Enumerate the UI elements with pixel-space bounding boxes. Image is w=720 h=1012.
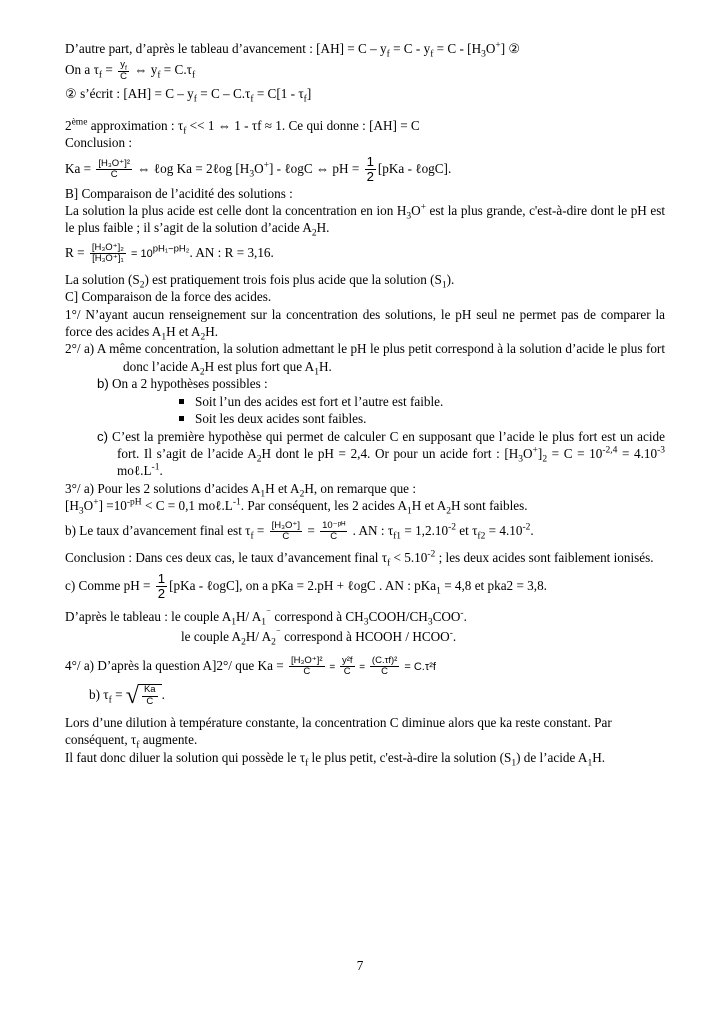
- square-root-ka-over-c: √ $\frac{Ka}{C}$: [126, 684, 162, 708]
- text: Il faut donc diluer la solution qui possède le τ: [65, 749, 306, 765]
- paragraph-2a: [65, 340, 665, 378]
- sub: f: [250, 94, 254, 105]
- text: y²f: [341, 654, 353, 666]
- sub: 2: [271, 638, 276, 649]
- list-item: Soit l’un des acides est fort et l’autre est faible.: [195, 393, 665, 410]
- text: .: [530, 522, 534, 538]
- text: H, on remarque que :: [304, 480, 417, 496]
- sub: f: [250, 531, 254, 542]
- text: =: [102, 62, 117, 78]
- line-conclusion: Conclusion :: [65, 135, 133, 151]
- text: H.: [592, 749, 606, 765]
- sub: f1: [393, 531, 402, 542]
- sub: 2: [299, 489, 305, 500]
- sup: -1: [232, 497, 241, 508]
- text: C: [110, 169, 118, 181]
- sub: f: [387, 558, 391, 569]
- sub: 3: [406, 211, 412, 222]
- text: 1: [366, 153, 374, 169]
- sup: -1: [151, 462, 160, 473]
- line-s2-plus-acide: [65, 271, 665, 291]
- line-approximation: [65, 117, 665, 137]
- sub: 2: [200, 332, 206, 343]
- line-ratio-r: [65, 243, 665, 265]
- text: approximation : τ: [87, 117, 184, 133]
- text: c): [97, 428, 108, 444]
- text: = C – C.τ: [196, 86, 251, 102]
- line-ka-formula: [65, 155, 665, 185]
- line-avancement-ah: [65, 40, 665, 60]
- sub: 2: [241, 638, 246, 649]
- text: =: [111, 686, 126, 702]
- text: [H₃O⁺]: [271, 519, 301, 531]
- sub: 1: [314, 367, 319, 378]
- paragraph-2b: [65, 375, 665, 392]
- text: correspond à HCOOH / HCOO: [280, 629, 450, 645]
- text: .: [452, 629, 457, 645]
- paragraph-3b: [65, 521, 665, 543]
- text: ] =10: [98, 498, 127, 514]
- text: H.: [318, 358, 332, 374]
- text: H.: [205, 324, 219, 339]
- sub: 2: [311, 229, 317, 240]
- fraction-one-half: [365, 155, 376, 185]
- text: [H₃O⁺]₂: [91, 241, 124, 253]
- text: = 4,8 et pka2 = 3,8.: [440, 577, 547, 593]
- text: = C.τ²f: [401, 660, 436, 673]
- text: = 1,2.10: [401, 522, 449, 538]
- sup: -: [449, 629, 453, 639]
- text: b) Le taux d’avancement final est τ: [65, 522, 251, 538]
- text: C: [381, 666, 389, 678]
- text: On a 2 hypothèses possibles :: [108, 376, 268, 392]
- text: 10⁻ᵖᴴ: [322, 519, 346, 531]
- text: . AN : R = 3,16.: [189, 244, 274, 260]
- fraction-ka-3: [370, 656, 399, 678]
- text: COO: [432, 608, 461, 624]
- text: H/ A: [245, 629, 272, 645]
- sub: f: [183, 126, 187, 137]
- sub: f: [108, 695, 112, 706]
- text: O: [523, 445, 533, 461]
- text: La solution (S: [65, 271, 140, 287]
- paragraph-3a: [65, 480, 665, 500]
- text: ] ②: [500, 41, 521, 56]
- fraction-yf-over-c: [118, 60, 129, 82]
- sub: 2: [542, 454, 548, 465]
- sub: 1: [231, 617, 236, 628]
- paragraph-conclusion-3: [65, 549, 665, 569]
- sub: 3: [481, 49, 486, 60]
- text: ] - ℓogC ⇔ pH =: [268, 160, 363, 176]
- text: La solution la plus acide est celle dont la concentration en ion H: [65, 203, 407, 219]
- text: < C = 0,1 moℓ.L: [141, 498, 233, 514]
- sub: f: [386, 49, 390, 60]
- line-ecrit: [65, 85, 665, 105]
- sub: 1: [511, 758, 517, 769]
- text: << 1 ⇔ 1 - τf ≈ 1. Ce qui donne : [AH] = C: [186, 117, 420, 133]
- text: 2: [65, 117, 72, 133]
- sub: 3: [427, 617, 433, 628]
- sup: -2,4: [602, 445, 618, 456]
- sub: 1: [436, 586, 441, 597]
- text: =: [304, 522, 319, 538]
- text: [H₃O⁺]₁: [92, 253, 124, 265]
- sup: -: [460, 608, 464, 619]
- text: moℓ.L: [117, 463, 152, 479]
- sup: pH₁−pH₂: [152, 243, 190, 255]
- sub: f: [305, 758, 309, 769]
- text: .: [463, 608, 467, 624]
- text: COOH/CH: [368, 608, 428, 624]
- paragraph-final: [65, 749, 665, 769]
- section-b-heading: B] Comparaison de l’acidité des solutions :: [65, 185, 293, 201]
- text: C: [146, 695, 154, 707]
- text: O: [485, 41, 496, 56]
- text: c) Comme pH =: [65, 577, 154, 593]
- sub: f: [124, 65, 127, 73]
- text: Lors d’une dilution à température constante, la concentration C diminue alors que ka reste constant. Par conséquent, τ: [65, 714, 612, 748]
- sup: +: [495, 40, 501, 51]
- text: C: [282, 531, 290, 543]
- text: C’est la première hypothèse qui permet de calculer C en supposant que l’acide le plus fort est un acide fort. Il s’agit de l’acide A: [108, 428, 665, 461]
- text: Ka =: [65, 160, 95, 176]
- text: 1°/ N’ayant aucun renseignement sur la concentration des solutions, le pH seul ne permet pas de comparer la force des acides A: [65, 306, 665, 339]
- text: y: [120, 59, 125, 71]
- sup: ⁻: [266, 608, 272, 619]
- sup: ème: [71, 117, 88, 128]
- text: . Par conséquent, les 2 acides A: [240, 498, 408, 514]
- text: ; les deux acides sont faiblement ionisés.: [435, 549, 654, 565]
- text: [pKa - ℓogC].: [377, 160, 452, 176]
- sub: 1: [441, 280, 447, 291]
- text: ]: [306, 86, 312, 102]
- fraction-h3o-over-c: [270, 521, 302, 543]
- list-item: Soit les deux acides sont faibles.: [195, 410, 665, 427]
- paragraph-dilution: [65, 714, 665, 749]
- text: =: [326, 661, 338, 673]
- text: C: [303, 666, 311, 678]
- text: = 4.10: [617, 445, 658, 461]
- sup: +: [263, 160, 269, 171]
- sub: f: [191, 71, 196, 82]
- text: D’autre part, d’après le tableau d’avancement : [AH] = C – y: [65, 41, 387, 56]
- sub: f: [430, 49, 434, 60]
- text: ) de l’acide A: [516, 749, 588, 765]
- section-c-heading: C] Comparaison de la force des acides.: [65, 289, 272, 305]
- fraction-10-ph-over-c: [320, 521, 347, 543]
- text: C: [120, 70, 127, 82]
- text: ]: [537, 445, 543, 461]
- text: = 4.10: [485, 522, 523, 538]
- sub: 1: [261, 617, 267, 628]
- sup: -pH: [126, 497, 142, 508]
- fraction-ka-2: [340, 656, 355, 678]
- document-page: [65, 40, 666, 769]
- paragraph-plus-acide: [65, 202, 666, 240]
- text: ) est pratiquement trois fois plus acide que la solution (S: [144, 271, 442, 287]
- text: b): [97, 376, 109, 392]
- sub: f: [157, 71, 161, 82]
- text: est la plus grande, c'est-à-dire dont le pH est le plus faible ; il s’agit de la solution d’acide A: [65, 203, 666, 236]
- line-tau-def: [65, 60, 665, 82]
- text: = C.τ: [160, 62, 192, 78]
- sub: 1: [587, 758, 593, 769]
- page-number: 7: [356, 958, 364, 973]
- text: = 10: [127, 247, 153, 260]
- text: [H₃O⁺]²: [98, 157, 130, 169]
- text: Ka: [143, 684, 156, 696]
- paragraph-3c: [65, 572, 665, 602]
- text: D’après le tableau : le couple A: [65, 608, 232, 624]
- text: correspond à CH: [271, 608, 364, 624]
- text: = C[1 - τ: [253, 86, 304, 102]
- text: [H₃O⁺]²: [290, 654, 323, 666]
- sub: f: [303, 94, 307, 105]
- sup: -2: [522, 522, 531, 533]
- text: H et A: [166, 324, 201, 339]
- text: R =: [65, 244, 88, 260]
- line-couple-1: [65, 608, 665, 628]
- text: et τ: [455, 522, 478, 538]
- sub: 3: [78, 506, 84, 517]
- text: On a τ: [65, 62, 99, 78]
- sub: f: [98, 71, 103, 82]
- text: O: [83, 498, 94, 514]
- sub: 2: [139, 280, 145, 291]
- sub: 2: [446, 506, 451, 517]
- paragraph-1: [65, 306, 665, 341]
- text: H/ A: [236, 608, 262, 624]
- text: H.: [316, 220, 330, 236]
- text: ② s’écrit : [AH] = C – y: [65, 86, 194, 102]
- text: C: [330, 531, 338, 543]
- text: H et A: [265, 480, 300, 496]
- text: < 5.10: [390, 549, 428, 565]
- text: = C - [H: [433, 41, 482, 56]
- text: ).: [446, 271, 455, 287]
- sub: f2: [477, 531, 486, 542]
- text: C: [343, 666, 351, 678]
- text: 2°/ a) A même concentration, la solution admettant le pH le plus petit correspond à la solution d’acide le plus fort donc l’acide A: [65, 341, 665, 374]
- hypotheses-list: [65, 393, 665, 428]
- text: O: [254, 160, 264, 176]
- fraction-ka-over-c: [142, 685, 158, 707]
- sub: 1: [260, 489, 266, 500]
- text: =: [356, 661, 368, 673]
- paragraph-3a-cont: [65, 497, 665, 517]
- sup: +: [532, 445, 538, 456]
- text: le plus petit, c'est-à-dire la solution (S: [308, 749, 512, 765]
- sup: -3: [657, 445, 665, 456]
- text: ⇔ ℓog Ka = 2ℓog [H: [134, 160, 250, 176]
- sup: +: [93, 497, 99, 508]
- paragraph-4b: [65, 684, 665, 708]
- paragraph-2c: [65, 428, 665, 480]
- fraction-r: [90, 243, 126, 265]
- text: 2: [366, 169, 374, 185]
- text: 2: [157, 586, 166, 602]
- fraction-ka-1: [289, 656, 325, 678]
- text: H sont faibles.: [450, 498, 528, 514]
- text: augmente.: [139, 732, 198, 748]
- fraction-one-half: [156, 572, 167, 602]
- sup: -2: [448, 522, 456, 533]
- fraction-h3o-sq-over-c: [96, 159, 132, 181]
- text: O: [411, 203, 421, 219]
- text: (C.τf)²: [371, 654, 398, 666]
- text: 1: [157, 570, 166, 586]
- text: H dont le pH = 2,4. Or pour un acide fort : [H: [261, 445, 519, 461]
- sub: 3: [363, 617, 369, 628]
- sup: -2: [427, 549, 436, 560]
- text: H est plus fort que A: [204, 358, 315, 374]
- sub: 3: [249, 169, 255, 180]
- text: 3°/ a) Pour les 2 solutions d’acides A: [65, 480, 261, 496]
- text: H et A: [411, 498, 447, 514]
- text: = C = 10: [547, 445, 603, 461]
- sub: f: [193, 94, 197, 105]
- line-couple-2: [65, 628, 665, 649]
- text: . AN : τ: [349, 522, 394, 538]
- sub: f: [136, 740, 140, 751]
- sub: 1: [407, 506, 412, 517]
- text: .: [161, 686, 165, 702]
- text: = C - y: [389, 41, 431, 56]
- sub: 3: [518, 454, 524, 465]
- text: le couple A: [181, 629, 242, 645]
- sub: 2: [199, 367, 205, 378]
- sub: 2: [256, 454, 262, 465]
- paragraph-4a: [65, 656, 665, 678]
- text: Conclusion : Dans ces deux cas, le taux d’avancement final τ: [65, 549, 388, 565]
- text: =: [253, 522, 268, 538]
- text: ⇔ y: [130, 62, 158, 78]
- sup: +: [420, 202, 427, 213]
- text: [H: [65, 498, 79, 514]
- text: [pKa - ℓogC], on a pKa = 2.pH + ℓogC . AN : pKa: [169, 577, 437, 593]
- sup: ⁻: [275, 629, 281, 639]
- text: b) τ: [89, 686, 109, 702]
- text: 4°/ a) D’après la question A]2°/ que Ka =: [65, 657, 287, 673]
- text: .: [159, 463, 163, 479]
- sub: 1: [161, 332, 167, 343]
